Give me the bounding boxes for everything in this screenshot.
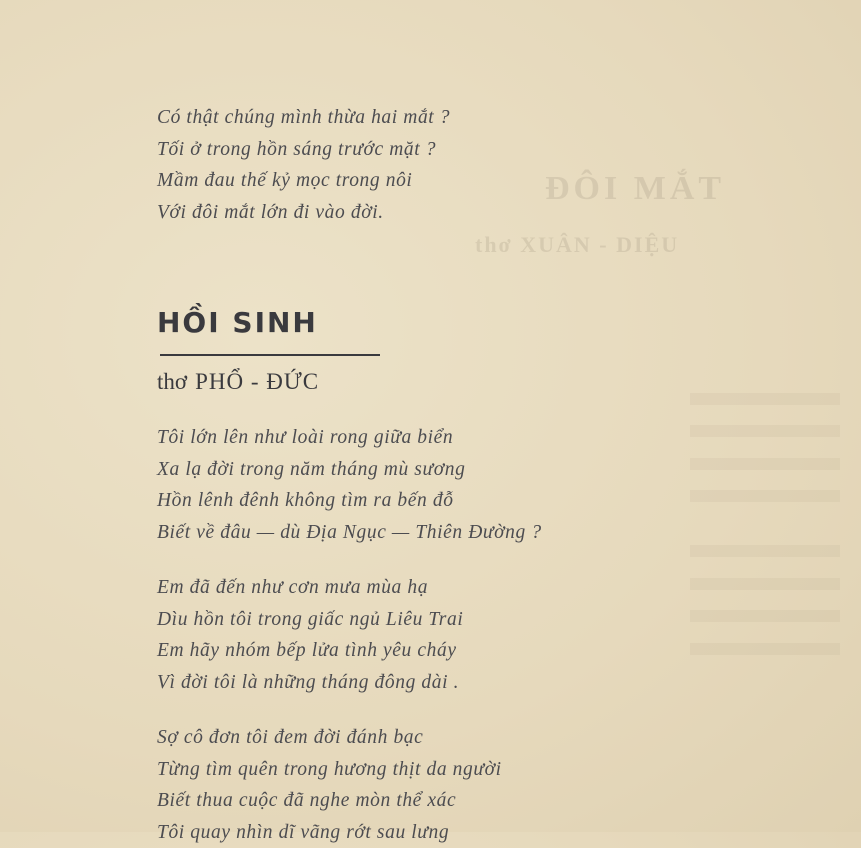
verse-line: Vì đời tôi là những tháng đông dài .: [157, 667, 463, 699]
poem-stanza-3: [157, 722, 502, 848]
bleed-through-title: ĐÔI MẮT: [545, 170, 725, 208]
bleed-through-line: [690, 643, 840, 655]
poem-byline: [157, 369, 319, 395]
bleed-through-author: thơ XUÂN - DIỆU: [475, 232, 679, 258]
poem-stanza-2: [157, 572, 463, 698]
verse-line: Từng tìm quên trong hương thịt da người: [157, 754, 502, 786]
poem-stanza-1: [157, 422, 542, 548]
verse-line: Tôi quay nhìn dĩ vãng rớt sau lưng: [157, 817, 502, 848]
verse-line: Dìu hồn tôi trong giấc ngủ Liêu Trai: [157, 604, 463, 636]
byline-prefix: thơ: [157, 369, 187, 394]
verse-line: Em đã đến như cơn mưa mùa hạ: [157, 572, 463, 604]
verse-line: Mầm đau thế kỷ mọc trong nôi: [157, 165, 450, 197]
bleed-through-line: [690, 425, 840, 437]
verse-line: Biết về đâu — dù Địa Ngục — Thiên Đường ?: [157, 517, 542, 549]
verse-line: Có thật chúng mình thừa hai mắt ?: [157, 102, 450, 134]
verse-line: Biết thua cuộc đã nghe mòn thể xác: [157, 785, 502, 817]
poem-title: HỒI SINH: [157, 306, 318, 339]
verse-line: Tối ở trong hồn sáng trước mặt ?: [157, 134, 450, 166]
verse-line: Hồn lênh đênh không tìm ra bến đỗ: [157, 485, 542, 517]
title-underline: [160, 354, 380, 356]
verse-line: Tôi lớn lên như loài rong giữa biển: [157, 422, 542, 454]
previous-poem-stanza: [157, 102, 450, 228]
verse-line: Sợ cô đơn tôi đem đời đánh bạc: [157, 722, 502, 754]
bleed-through-line: [690, 393, 840, 405]
bleed-through-line: [690, 545, 840, 557]
bleed-through-line: [690, 490, 840, 502]
verse-line: Em hãy nhóm bếp lửa tình yêu cháy: [157, 635, 463, 667]
bleed-through-line: [690, 458, 840, 470]
bleed-through-line: [690, 610, 840, 622]
bleed-through-line: [690, 578, 840, 590]
poem-author: PHỔ - ĐỨC: [195, 369, 319, 394]
verse-line: Xa lạ đời trong năm tháng mù sương: [157, 454, 542, 486]
verse-line: Với đôi mắt lớn đi vào đời.: [157, 197, 450, 229]
